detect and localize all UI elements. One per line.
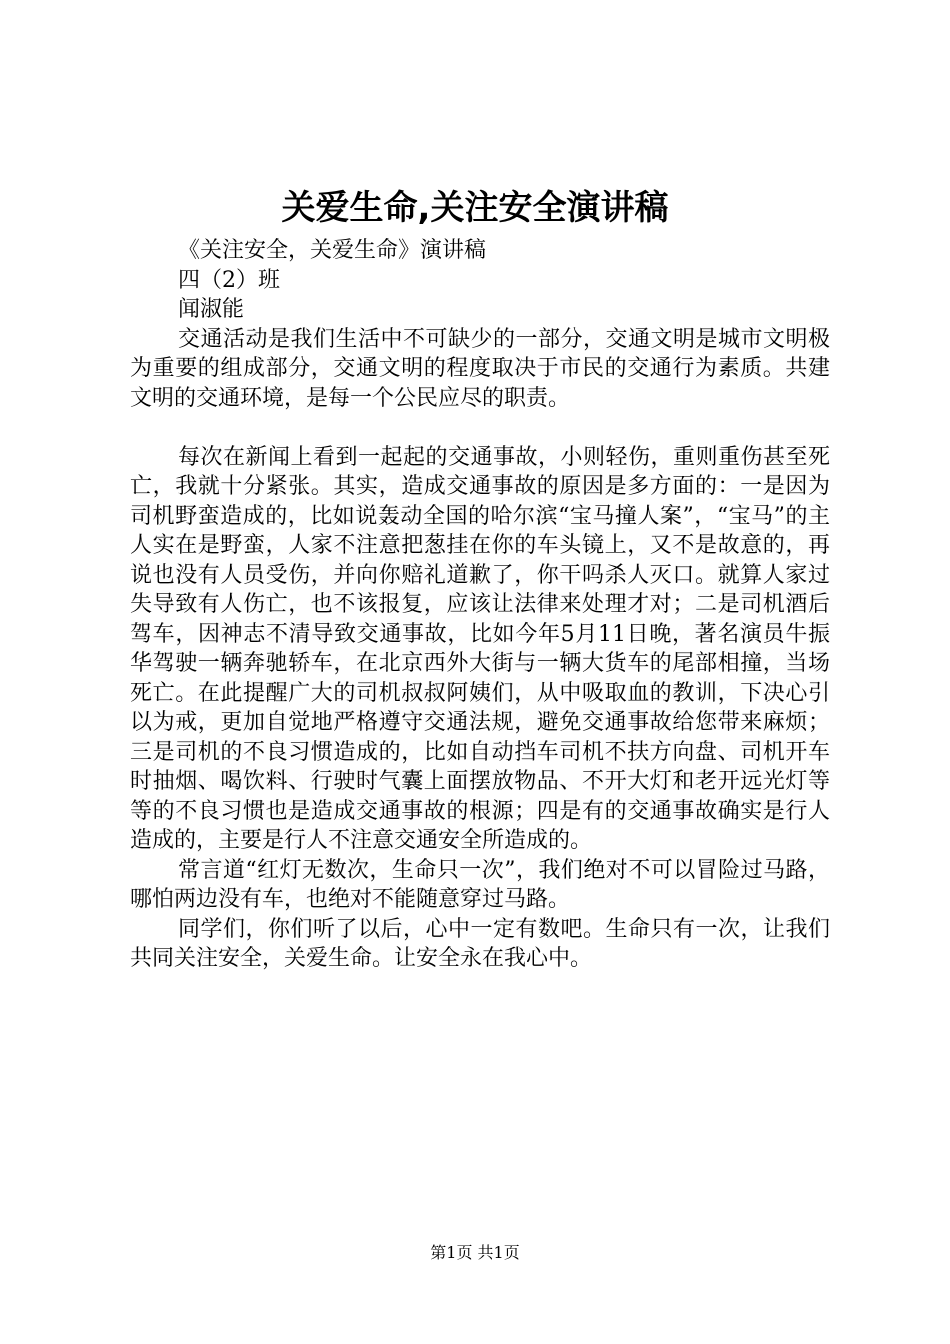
paragraph: 每次在新闻上看到一起起的交通事故，小则轻伤，重则重伤甚至死亡，我就十分紧张。其实，造成交通事故的原因是多方面的：一是因为司机野蛮造成的，比如说轰动全国的哈尔滨“宝马撞人案”，“宝马”的主人实在是野蛮，人家不注意把葱挂在你的车头镜上，又不是故意的，再说也没有人员受伤，并向你赔礼道歉了，你干吗杀人灭口。就算人家过失导致有人伤亡，也不该报复，应该让法律来处理才对；二是司机酒后驾车，因神志不清导致交通事故，比如今年5月11日晚，著名演员牛振华驾驶一辆奔驰轿车，在北京西外大街与一辆大货车的尾部相撞，当场死亡。在此提醒广大的司机叔叔阿姨们，从中吸取血的教训，下决心引以为戒，更加自觉地严格遵守交通法规，避免交通事故给您带来麻烦；三是司机的不良习惯造成的，比如自动挡车司机不扶方向盘、司机开车时抽烟、喝饮料、行驶时气囊上面摆放物品、不开大灯和老开远光灯等等的不良习惯也是造成交通事故的根源；四是有的交通事故确实是行人造成的，主要是行人不注意交通安全所造成的。 [130, 444, 830, 853]
page-footer: 第1页 共1页 [430, 1243, 520, 1262]
document-title: 关爱生命,关注安全演讲稿 [281, 188, 669, 228]
paragraph: 同学们，你们听了以后，心中一定有数吧。生命只有一次，让我们共同关注安全，关爱生命。让安全永在我心中。 [130, 916, 830, 971]
paragraph: 常言道“红灯无数次，生命只一次”，我们绝对不可以冒险过马路，哪怕两边没有车，也绝对不能随意穿过马路。 [130, 857, 830, 912]
class-line: 四（2）班 [178, 267, 280, 293]
paragraph: 交通活动是我们生活中不可缺少的一部分，交通文明是城市文明极为重要的组成部分，交通文明的程度取决于市民的交通行为素质。共建文明的交通环境，是每一个公民应尽的职责。 [130, 326, 830, 411]
subtitle-line: 《关注安全，关爱生命》演讲稿 [178, 238, 487, 263]
document-body [130, 236, 830, 974]
author-line: 闻淑能 [178, 297, 245, 322]
